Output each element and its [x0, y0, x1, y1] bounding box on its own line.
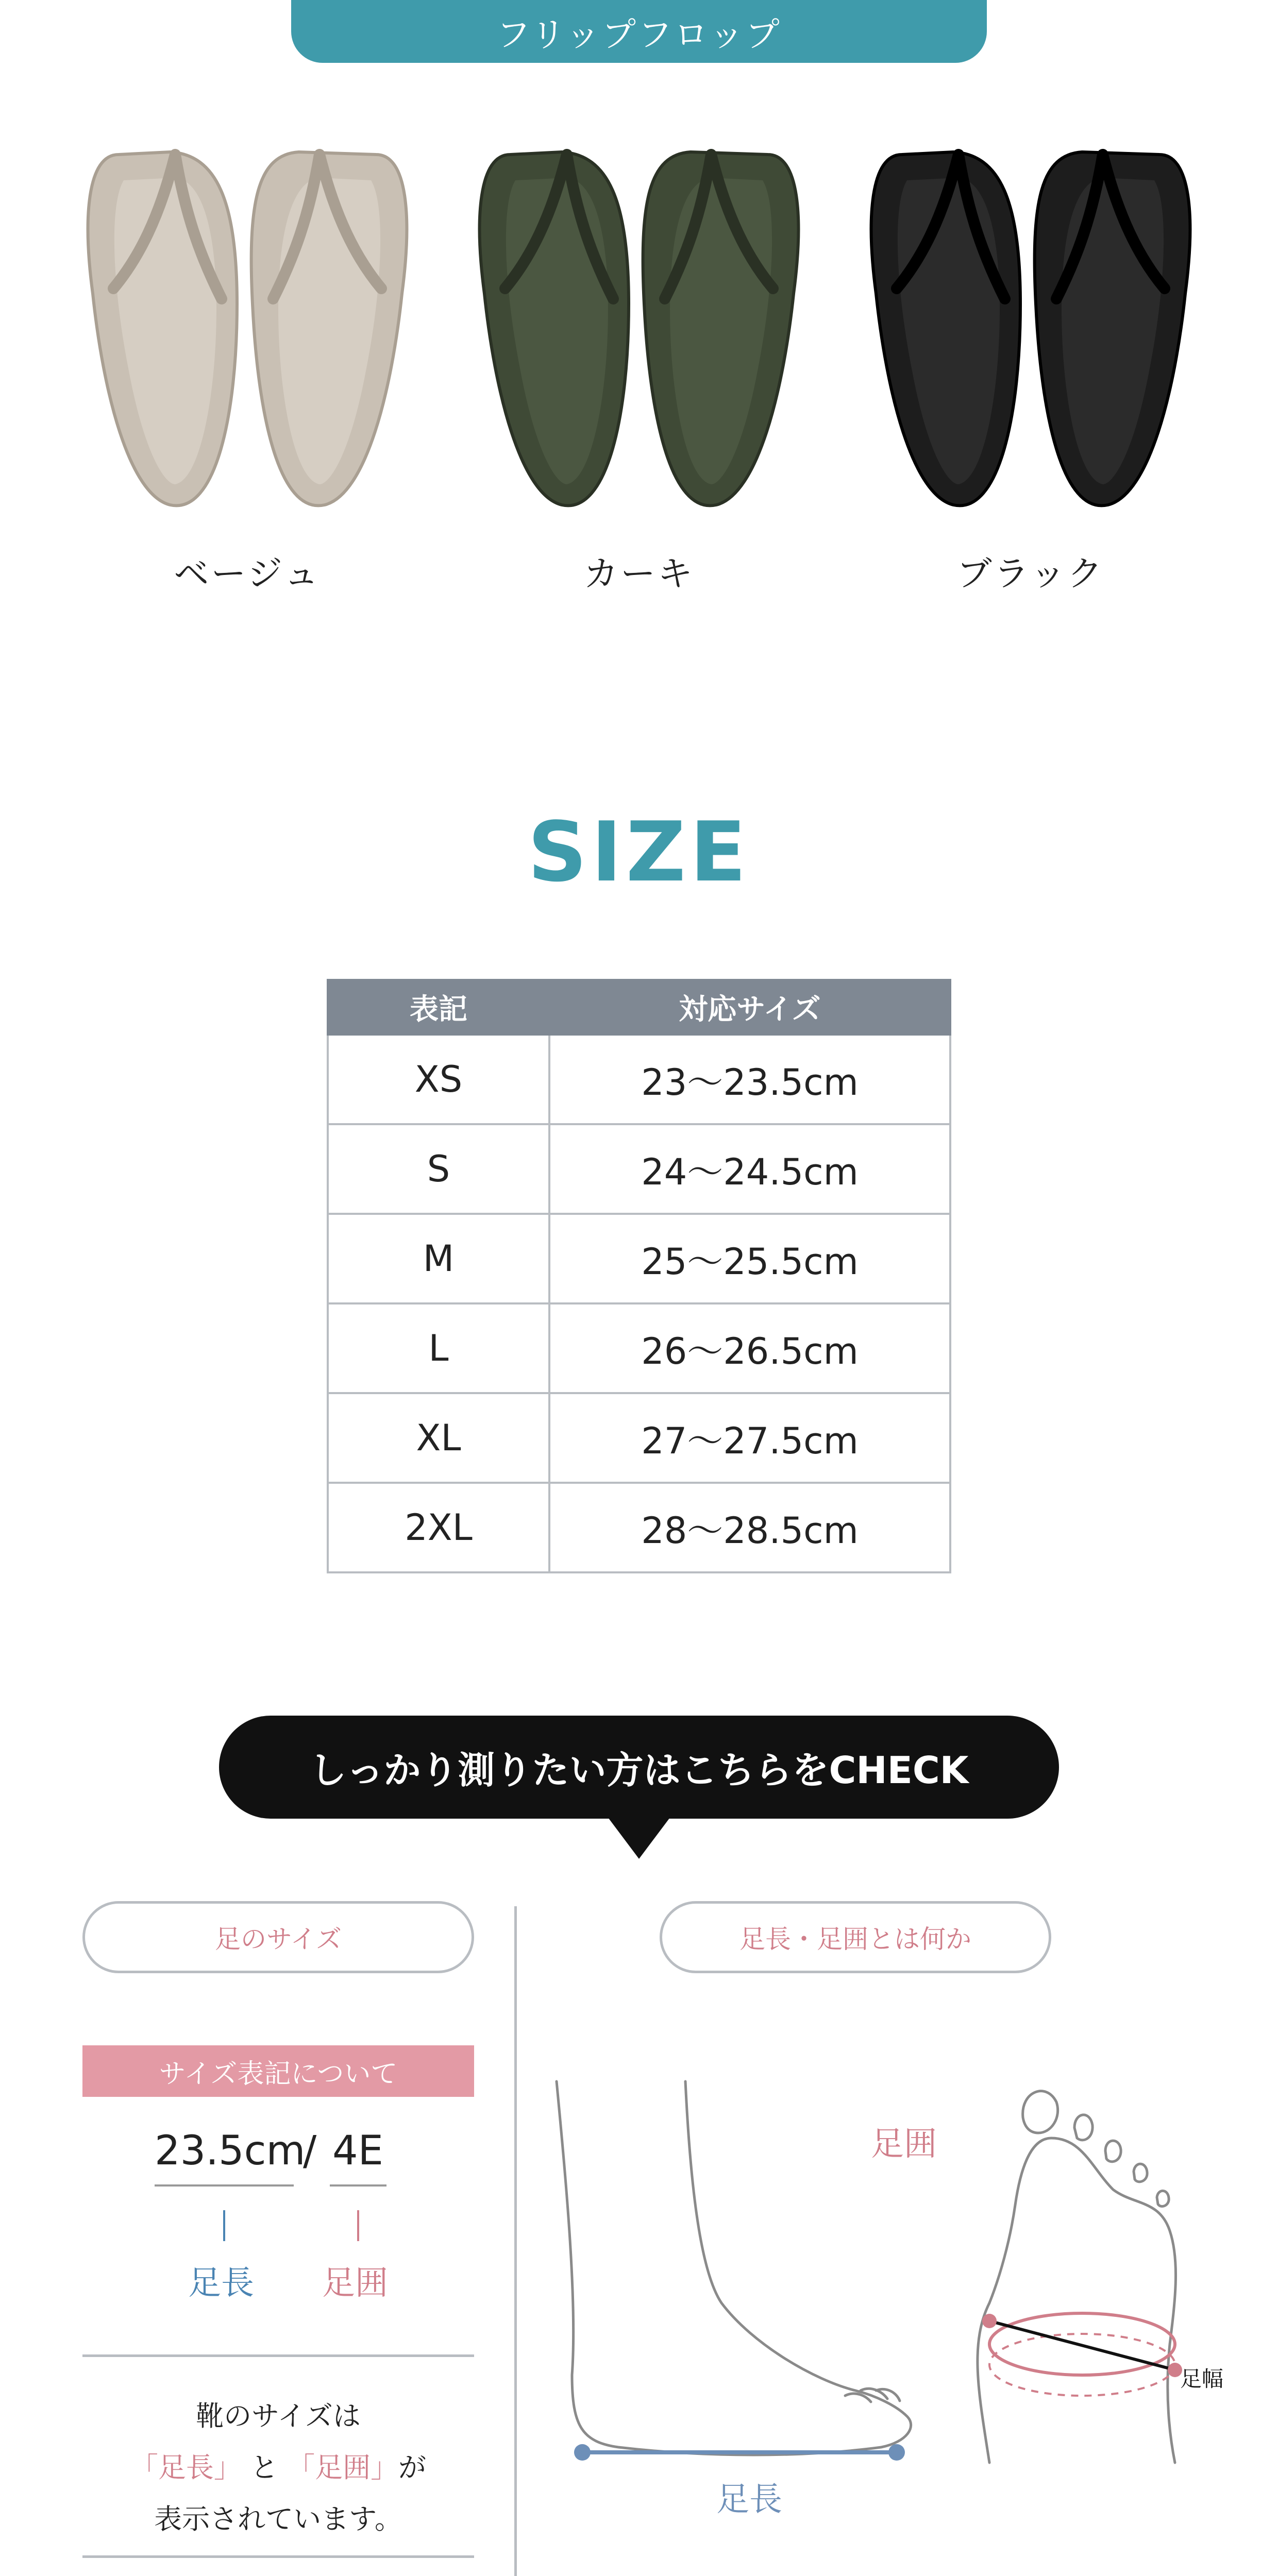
- size-code: XS: [328, 1035, 549, 1124]
- size-table: [327, 979, 951, 1573]
- size-row: [328, 1393, 950, 1483]
- size-range: 24〜24.5cm: [549, 1124, 950, 1214]
- check-banner: しっかり測りたい方はこちらをCHECK: [219, 1716, 1059, 1819]
- notation-bar: サイズ表記について: [82, 2045, 474, 2097]
- width-underline: [330, 2184, 386, 2187]
- product-image-black: [866, 124, 1196, 536]
- diagram-girth-label: 足囲: [871, 2125, 937, 2163]
- length-tick: [223, 2210, 225, 2241]
- size-code: S: [328, 1124, 549, 1214]
- diagram-length-label: 足長: [716, 2481, 782, 2519]
- notation-slash: /: [303, 2128, 317, 2174]
- sandal-pair-black: [866, 124, 1196, 536]
- note-bracket-open-2: 「: [287, 2451, 315, 2484]
- color-label-khaki: カーキ: [583, 554, 695, 595]
- girth-label: 足囲: [322, 2264, 388, 2302]
- size-row: [328, 1124, 950, 1214]
- notation-length: 23.5cm: [155, 2128, 306, 2174]
- size-table-header: [328, 980, 950, 1035]
- product-image-beige: [82, 124, 412, 536]
- girth-tick: [357, 2210, 359, 2241]
- note-bracket-close-2: 」: [371, 2451, 399, 2484]
- sandal-pair-beige: [82, 124, 412, 536]
- diagram-width-label: 足幅: [1180, 2366, 1224, 2392]
- note-line-3: 表示されています。: [154, 2503, 402, 2535]
- foot-diagram: [536, 2035, 1206, 2576]
- note-bracket-open-1: 「: [130, 2451, 158, 2484]
- note-top-rule: [82, 2354, 474, 2357]
- size-header-range: 対応サイズ: [549, 980, 950, 1035]
- banner-pointer: [608, 1818, 670, 1859]
- notation-width: 4E: [332, 2128, 383, 2174]
- size-row: [328, 1303, 950, 1393]
- length-girth-pill: 足長・足囲とは何か: [660, 1901, 1051, 1973]
- guide-divider: [514, 1906, 517, 2576]
- size-code: M: [328, 1214, 549, 1303]
- size-header-notation: 表記: [328, 980, 549, 1035]
- note-word-length: 足長: [158, 2451, 214, 2484]
- size-range: 27〜27.5cm: [549, 1393, 950, 1483]
- size-code: 2XL: [328, 1483, 549, 1572]
- note-bottom-rule: [82, 2555, 474, 2558]
- color-label-beige: ベージュ: [174, 554, 321, 595]
- color-label-black: ブラック: [956, 554, 1105, 595]
- size-row: [328, 1035, 950, 1124]
- sandal-pair-khaki: [474, 124, 804, 536]
- note-and: と: [250, 2451, 278, 2484]
- colorway-banner: フリップフロップ: [291, 0, 987, 63]
- size-code: L: [328, 1303, 549, 1393]
- note-ga: が: [398, 2451, 427, 2484]
- length-underline: [155, 2184, 294, 2187]
- size-range: 25〜25.5cm: [549, 1214, 950, 1303]
- note-line-1: 靴のサイズは: [196, 2400, 361, 2432]
- note-bracket-close-1: 」: [213, 2451, 242, 2484]
- size-range: 23〜23.5cm: [549, 1035, 950, 1124]
- note-word-girth: 足囲: [315, 2451, 371, 2484]
- size-range: 28〜28.5cm: [549, 1483, 950, 1572]
- foot-size-pill: 足のサイズ: [82, 1901, 474, 1973]
- size-code: XL: [328, 1393, 549, 1483]
- size-section-title: SIZE: [527, 804, 751, 900]
- length-label: 足長: [188, 2264, 254, 2302]
- product-image-khaki: [474, 124, 804, 536]
- size-row: [328, 1214, 950, 1303]
- note-line-2: [82, 2442, 474, 2494]
- size-row: [328, 1483, 950, 1572]
- size-range: 26〜26.5cm: [549, 1303, 950, 1393]
